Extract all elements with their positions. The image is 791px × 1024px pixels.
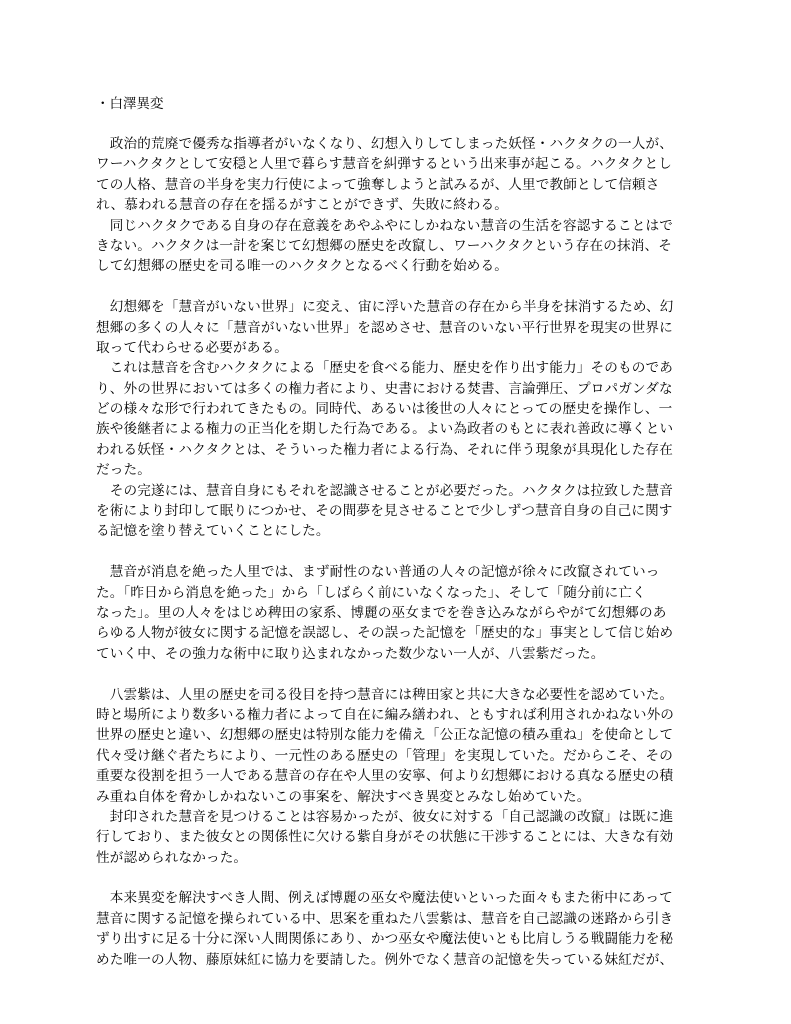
text-line: を術により封印して眠りにつかせ、その間夢を見させることで少しずつ慧音自身の自己に関す	[96, 503, 673, 520]
text-line: 慧音が消息を絶った人里では、まず耐性のない普通の人々の記憶が徐々に改竄されていっ	[96, 564, 660, 581]
paragraph-gap	[96, 868, 696, 888]
text-line: これは慧音を含むハクタクによる「歴史を食べる能力、歴史を作り出す能力」そのものであ	[96, 360, 673, 377]
text-line: らゆる人物が彼女に関する記憶を誤認し、その誤った記憶を「歴史的な」事実として信じ始め	[96, 625, 674, 642]
paragraph-gap	[96, 542, 696, 562]
section-heading: ・白澤異変	[96, 96, 164, 112]
text-line: り、外の世界においては多くの権力者により、史書における焚書、言論弾圧、プロパガンダな	[96, 380, 673, 397]
text-line: ての人格、慧音の半身を実力行使によって強奪しようと試みるが、人里で教師として信頼さ	[96, 176, 660, 193]
text-line: 慧音に関する記憶を操られている中、思案を重ねた八雲紫は、慧音を自己認識の迷路から引き	[96, 910, 674, 927]
text-line: だった。	[96, 462, 151, 479]
text-line: きない。ハクタクは一計を案じて幻想郷の歴史を改竄し、ワーハクタクという存在の抹消、そ	[96, 237, 673, 254]
paragraph	[96, 481, 696, 542]
paragraph	[96, 562, 696, 664]
text-line: 行しており、また彼女との関係性に欠ける紫自身がその状態に干渉することには、大きな有効	[96, 829, 674, 846]
text-line: 政治的荒廃で優秀な指導者がいなくなり、幻想入りしてしまった妖怪・ハクタクの一人が、	[96, 136, 673, 152]
paragraph	[96, 358, 696, 480]
text-line: めた唯一の人物、藤原妹紅に協力を要請した。例外でなく慧音の記憶を失っている妹紅だが、	[96, 951, 674, 968]
text-line: どの様々な形で行われてきたもの。同時代、あるいは後世の人々にとっての歴史を操作し、一	[96, 401, 673, 418]
paragraph	[96, 297, 696, 358]
paragraph	[96, 888, 696, 970]
text-line: 取って代わらせる必要がある。	[96, 339, 289, 356]
text-line: ていく中、その強力な術中に取り込まれなかった数少ない一人が、八雲紫だった。	[96, 645, 605, 662]
text-line: その完遂には、慧音自身にもそれを認識させることが必要だった。ハクタクは拉致した慧音	[96, 482, 673, 499]
text-line: み重ね自体を脅かしかねないこの事案を、解決すべき異変とみなし始めていた。	[96, 788, 591, 805]
text-line: ずり出すに足る十分に深い人間関係にあり、かつ巫女や魔法使いとも比肩しうる戦闘能力を秘	[96, 931, 674, 948]
text-line: 性が認められなかった。	[96, 849, 248, 866]
body-text	[96, 134, 696, 970]
text-line: 幻想郷を「慧音がいない世界」に変え、宙に浮いた慧音の存在から半身を抹消するため、幻	[96, 299, 674, 316]
text-line: ワーハクタクとして安穏と人里で暮らす慧音を糾弾するという出来事が起こる。ハクタクとし	[96, 156, 673, 173]
text-line: 同じハクタクである自身の存在意義をあやふやにしかねない慧音の生活を容認することはで	[96, 217, 673, 234]
paragraph	[96, 134, 696, 216]
text-line: 本来異変を解決すべき人間、例えば博麗の巫女や魔法使いといった面々もまた術中にあって	[96, 890, 673, 907]
paragraph-gap	[96, 277, 696, 297]
paragraph-gap	[96, 664, 696, 684]
text-line: れ、慕われる慧音の存在を揺るがすことができず、失敗に終わる。	[96, 197, 509, 214]
text-line: して幻想郷の歴史を司る唯一のハクタクとなるべく行動を始める。	[96, 258, 509, 275]
text-line: 時と場所により数多いる権力者によって自在に編み繕われ、ともすれば利用されかねない外の	[96, 706, 675, 723]
text-line: われる妖怪・ハクタクとは、そういった権力者による行為、それに伴う現象が具現化した存在	[96, 441, 673, 458]
text-line: 重要な役割を担う一人である慧音の存在や人里の安寧、何より幻想郷における真なる歴史の積	[96, 768, 674, 785]
paragraph	[96, 216, 696, 277]
text-line: る記憶を塗り替えていくことにした。	[96, 523, 330, 540]
text-line: 代々受け継ぐ者たちにより、一元性のある歴史の「管理」を実現していた。だからこそ、その	[96, 747, 673, 764]
text-line: 封印された慧音を見つけることは容易かったが、彼女に対する「自己認識の改竄」は既に進	[96, 808, 674, 825]
text-line: 八雲紫は、人里の歴史を司る役目を持つ慧音には稗田家と共に大きな必要性を認めていた。	[96, 686, 674, 703]
text-line: た。「昨日から消息を絶った」から「しばらく前にいなくなった」、そして「随分前に亡く	[96, 584, 646, 601]
text-line: なった」。里の人々をはじめ稗田の家系、博麗の巫女までを巻き込みながらやがて幻想郷のあ	[96, 604, 667, 621]
paragraph	[96, 685, 696, 807]
text-line: 族や後継者による権力の正当化を期した行為である。よい為政者のもとに表れ善政に導くとい	[96, 421, 674, 438]
paragraph	[96, 807, 696, 868]
text-line: 想郷の多くの人々に「慧音がいない世界」を認めさせ、慧音のいない平行世界を現実の世界に	[96, 319, 673, 336]
text-line: 世界の歴史と違い、幻想郷の歴史は特別な能力を備え「公正な記憶の積み重ね」を使命として	[96, 727, 674, 744]
